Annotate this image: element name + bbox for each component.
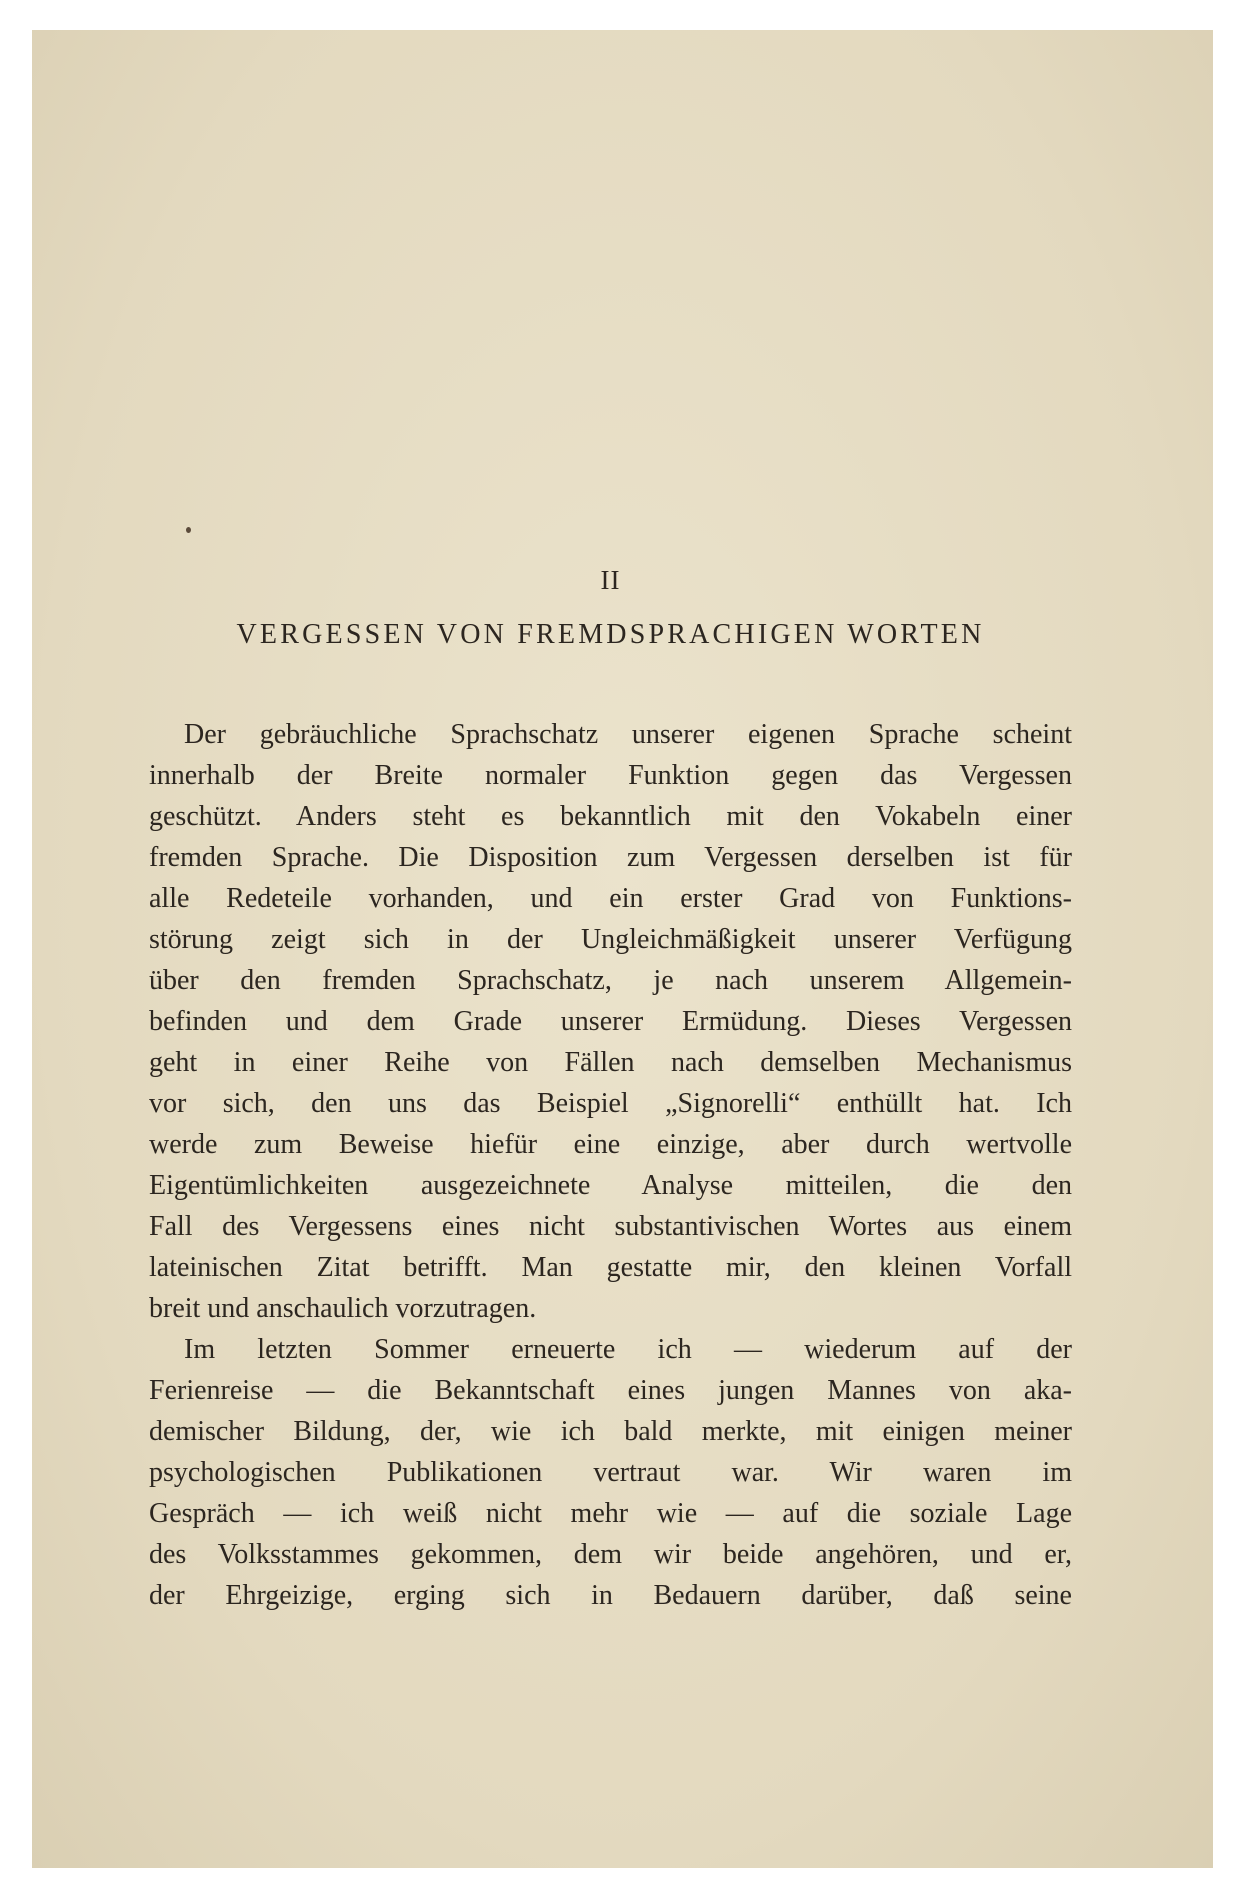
text-line: geht in einer Reihe von Fällen nach demselben Mechanismus <box>149 1047 1072 1078</box>
text-line: psychologischen Publikationen vertraut war. Wir waren im <box>149 1457 1072 1488</box>
text-line: alle Redeteile vorhanden, und ein erster Grad von Funktions- <box>149 883 1072 914</box>
text-line: geschützt. Anders steht es bekanntlich mit den Vokabeln einer <box>149 801 1072 832</box>
text-line: fremden Sprache. Die Disposition zum Vergessen derselben ist für <box>149 842 1072 873</box>
text-line: demischer Bildung, der, wie ich bald merkte, mit einigen meiner <box>149 1416 1072 1447</box>
chapter-number: II <box>600 565 621 595</box>
text-line: Im letzten Sommer erneuerte ich — wiederum auf der <box>184 1334 1072 1365</box>
text-line: Fall des Vergessens eines nicht substantivischen Wortes aus einem <box>149 1211 1072 1242</box>
text-line: des Volksstammes gekommen, dem wir beide angehören, und er, <box>149 1539 1072 1570</box>
text-line: lateinischen Zitat betrifft. Man gestatte mir, den kleinen Vorfall <box>149 1252 1072 1283</box>
text-line: breit und anschaulich vorzutragen. <box>149 1293 537 1324</box>
text-line: befinden und dem Grade unserer Ermüdung. Dieses Vergessen <box>149 1006 1072 1037</box>
chapter-title: VERGESSEN VON FREMDSPRACHIGEN WORTEN <box>236 619 985 650</box>
text-line: Der gebräuchliche Sprachschatz unserer eigenen Sprache scheint <box>184 719 1072 750</box>
text-line: werde zum Beweise hiefür eine einzige, aber durch wertvolle <box>149 1129 1072 1160</box>
text-line: Ferienreise — die Bekanntschaft eines jungen Mannes von aka- <box>149 1375 1072 1406</box>
text-line: Eigentümlichkeiten ausgezeichnete Analyse mitteilen, die den <box>149 1170 1072 1201</box>
text-line: störung zeigt sich in der Ungleichmäßigkeit unserer Verfügung <box>149 924 1072 955</box>
text-line: Gespräch — ich weiß nicht mehr wie — auf die soziale Lage <box>149 1498 1072 1529</box>
text-line: innerhalb der Breite normaler Funktion gegen das Vergessen <box>149 760 1072 791</box>
ink-speck <box>186 527 191 533</box>
book-page <box>32 30 1213 1868</box>
text-line: vor sich, den uns das Beispiel „Signorelli“ enthüllt hat. Ich <box>149 1088 1072 1119</box>
text-line: der Ehrgeizige, erging sich in Bedauern darüber, daß seine <box>149 1580 1072 1611</box>
text-line: über den fremden Sprachschatz, je nach unserem Allgemein- <box>149 965 1072 996</box>
